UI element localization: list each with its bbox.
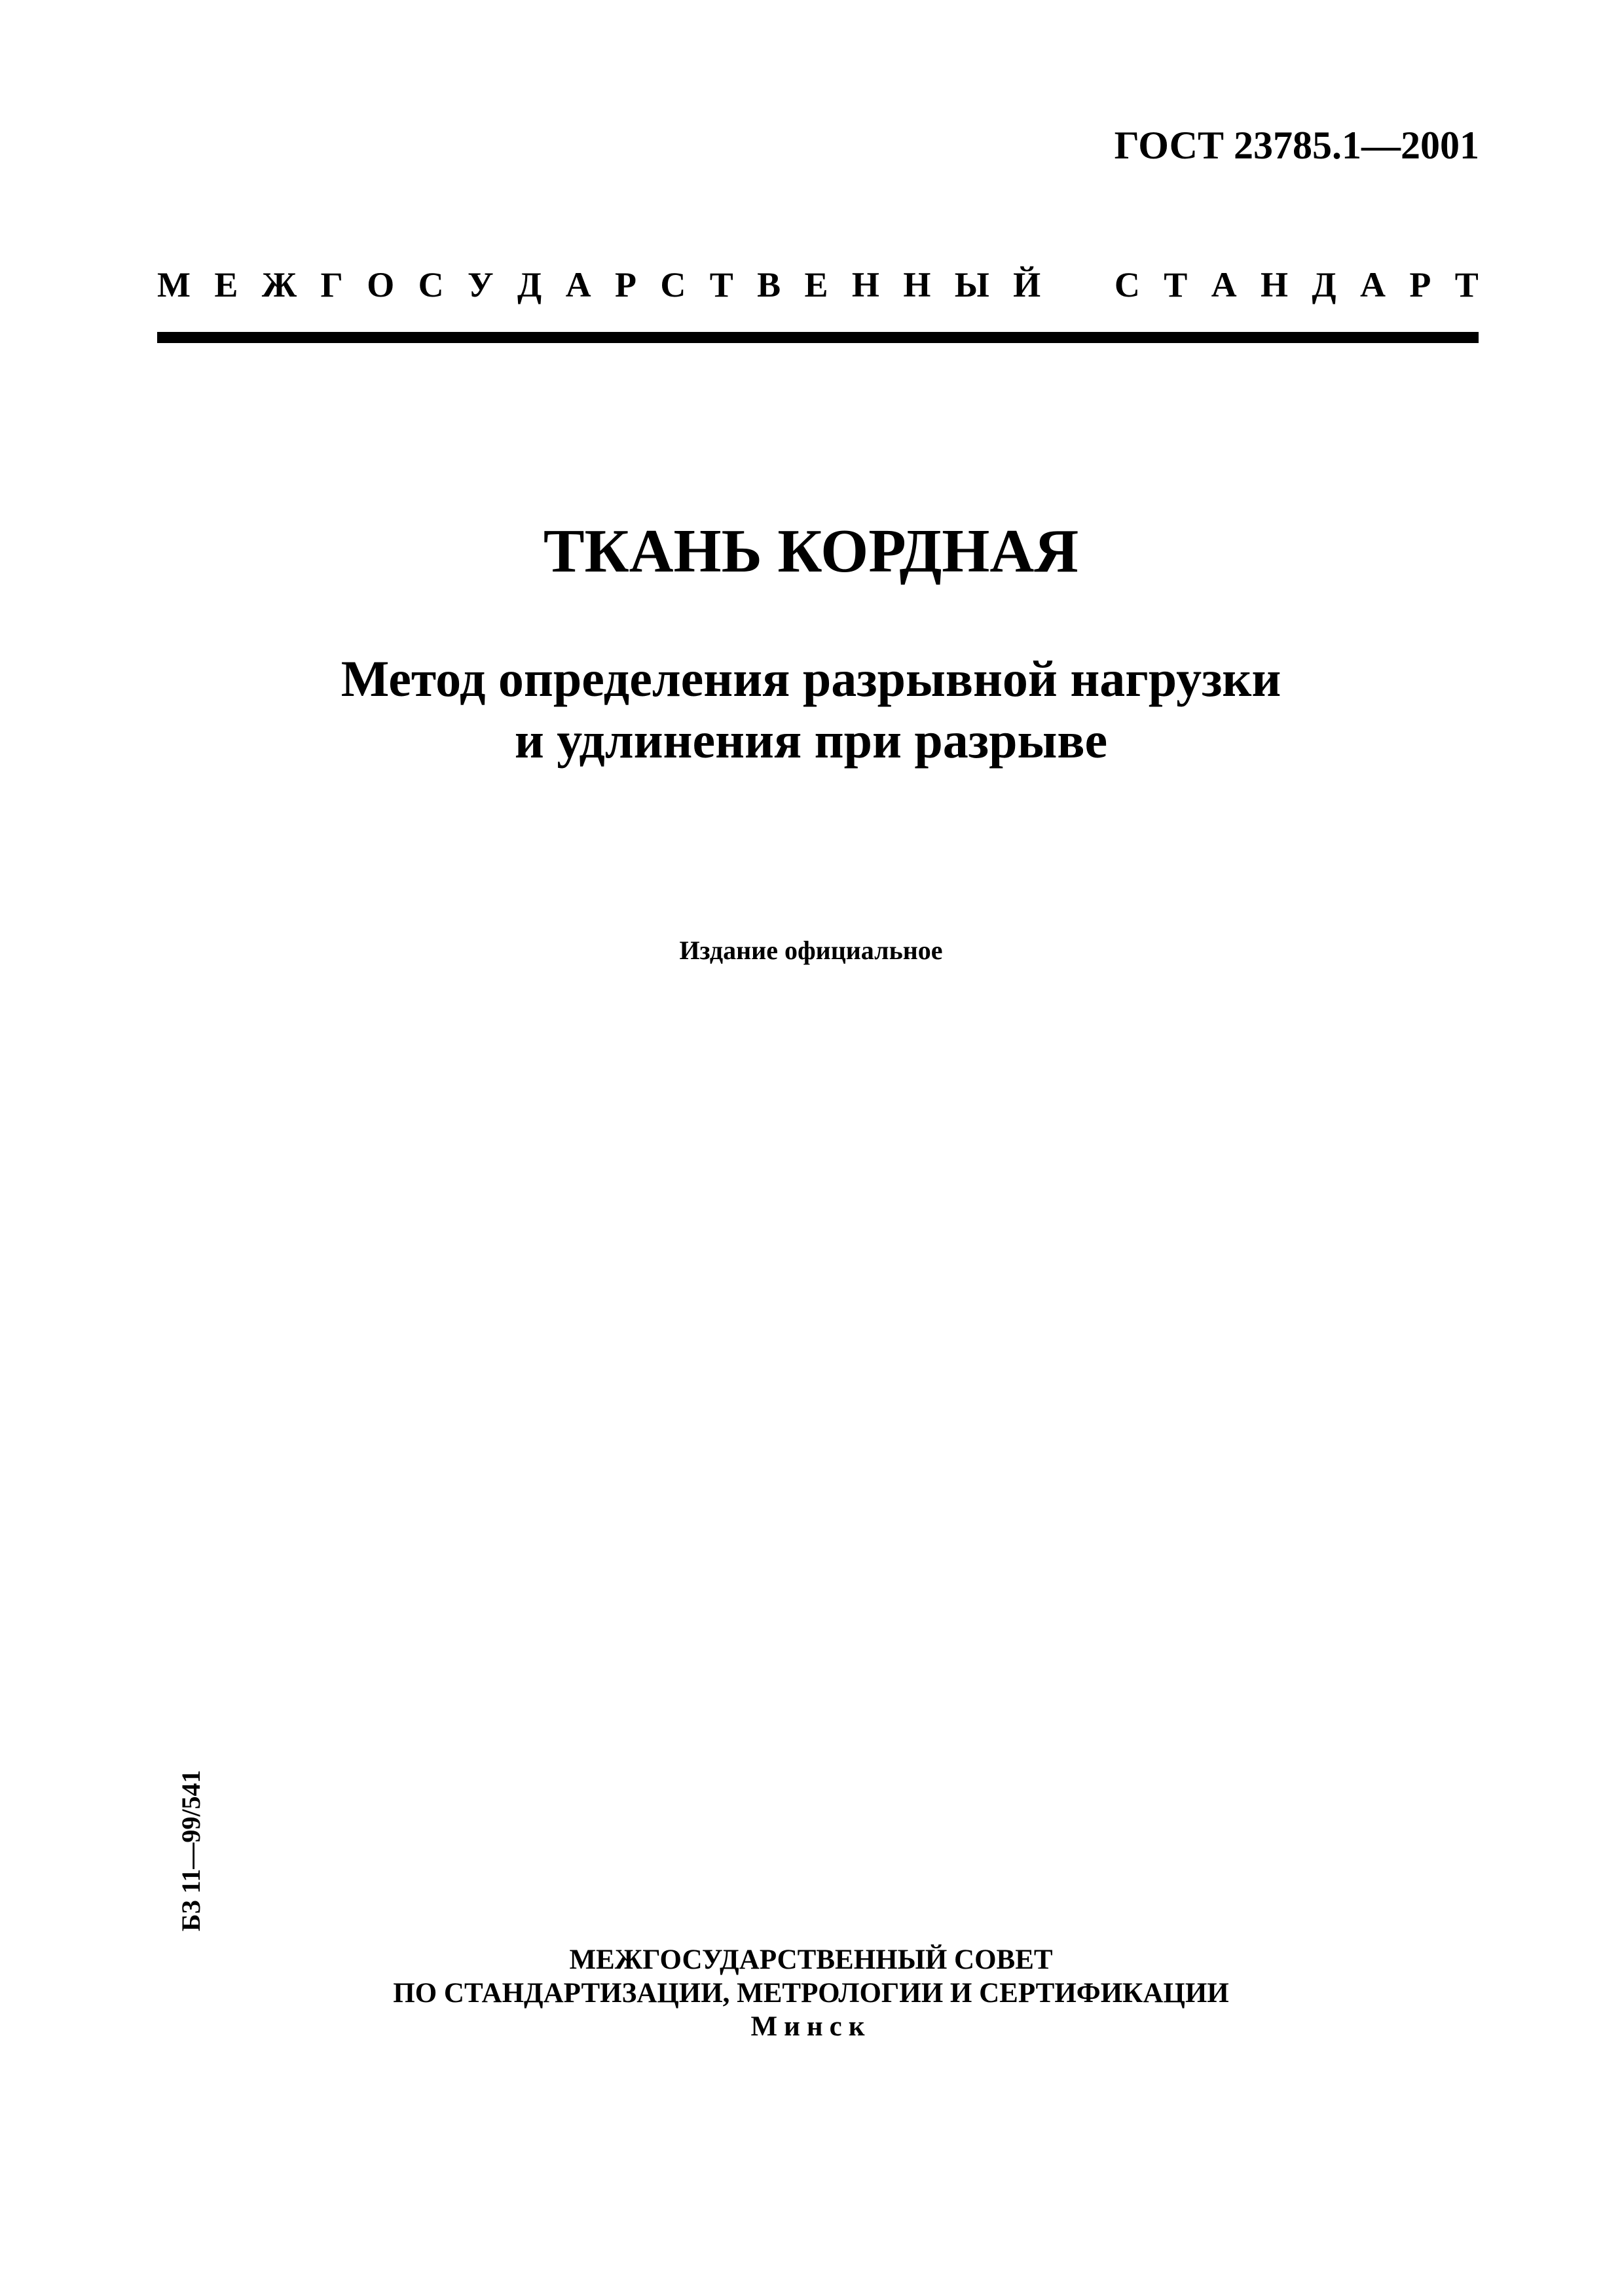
header-letter: С [1114, 265, 1140, 304]
publisher-block [0, 1943, 1622, 2043]
header-letter: Г [320, 265, 343, 304]
document-title: ТКАНЬ КОРДНАЯ [543, 517, 1079, 585]
header-letter: В [757, 265, 781, 304]
header-letter: У [468, 265, 494, 304]
header-rule [157, 332, 1479, 343]
header-letter: С [418, 265, 444, 304]
header-letter: Т [1454, 265, 1479, 304]
header-letter: Й [1013, 265, 1041, 304]
header-letter: Ж [261, 265, 297, 304]
header-letter: Д [1312, 265, 1336, 304]
document-subtitle [0, 648, 1622, 771]
header-letter: А [1359, 265, 1386, 304]
standard-header [157, 259, 1479, 311]
header-letter: Н [851, 265, 879, 304]
header-letter: М [157, 265, 191, 304]
header-letter: Р [1409, 265, 1431, 304]
header-letter: С [660, 265, 686, 304]
header-letter: О [367, 265, 395, 304]
header-letter: Н [903, 265, 931, 304]
header-letter: Ы [954, 265, 989, 304]
header-letter: Р [614, 265, 636, 304]
publisher-line: ПО СТАНДАРТИЗАЦИИ, МЕТРОЛОГИИ И СЕРТИФИКАЦИИ [393, 1978, 1229, 2009]
publisher-line: МЕЖГОСУДАРСТВЕННЫЙ СОВЕТ [569, 1944, 1053, 1975]
side-code: БЗ 11—99/541 [176, 1770, 206, 1931]
header-letter: Н [1261, 265, 1289, 304]
document-code: ГОСТ 23785.1—2001 [1114, 124, 1479, 167]
header-letter: А [565, 265, 591, 304]
header-letter: Е [214, 265, 238, 304]
header-letter: Е [804, 265, 828, 304]
header-letter: Т [709, 265, 733, 304]
subtitle-line: и удлинения при разрыве [514, 712, 1108, 769]
publisher-city: Минск [750, 2011, 872, 2042]
header-letter: Т [1164, 265, 1188, 304]
subtitle-line: Метод определения разрывной нагрузки [341, 650, 1281, 707]
header-letter: Д [517, 265, 542, 304]
header-letter: А [1211, 265, 1237, 304]
edition-label: Издание официальное [679, 936, 943, 965]
